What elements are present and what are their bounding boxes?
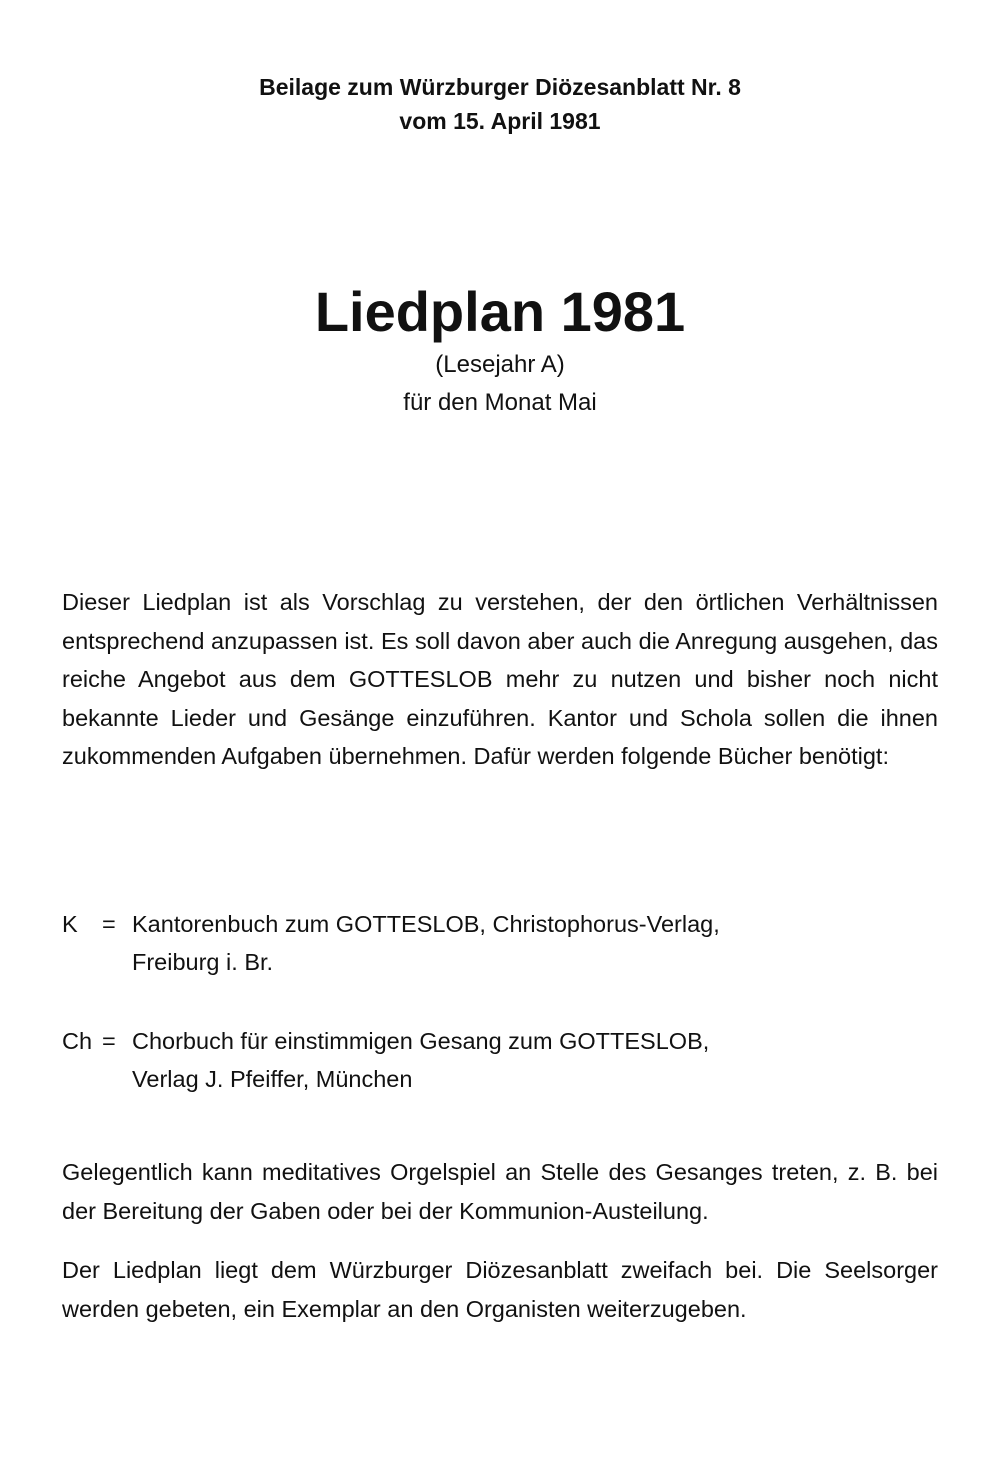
supplement-header bbox=[0, 70, 1000, 138]
equals-sign: = bbox=[102, 911, 116, 937]
distribution-note-paragraph: Der Liedplan liegt dem Würzburger Diözesanblatt zweifach bei. Die Seelsorger werden gebeten, ein Exemplar an den Organisten weiterzugeben. bbox=[62, 1257, 938, 1322]
abbreviation-key: Ch bbox=[62, 1028, 93, 1054]
abbreviation-definition: Chorbuch für einstimmigen Gesang zum GOTTESLOB, bbox=[132, 1028, 710, 1054]
title-block bbox=[0, 280, 1000, 420]
header-line-2: vom 15. April 1981 bbox=[399, 108, 601, 134]
abbreviation-key: K bbox=[62, 911, 78, 937]
month-subtitle: für den Monat Mai bbox=[403, 389, 597, 416]
abbreviation-chorbuch bbox=[62, 1022, 938, 1098]
header-line-1: Beilage zum Würzburger Diözesanblatt Nr. 8 bbox=[259, 74, 741, 100]
abbreviation-kantorenbuch bbox=[62, 905, 938, 981]
organ-note-paragraph: Gelegentlich kann meditatives Orgelspiel an Stelle des Gesanges treten, z. B. bei der Bereitung der Gaben oder bei der Kommunion-Austeilung. bbox=[62, 1159, 938, 1224]
intro-paragraph: Dieser Liedplan ist als Vorschlag zu verstehen, der den örtlichen Verhältnissen entsprechend anzupassen ist. Es soll davon aber auch die Anregung ausgehen, das reiche Angebot aus dem GOTTESLOB mehr zu nutzen und bisher noch nicht bekannte Lieder und Gesänge einzuführen. Kantor und Schola sollen die ihnen zukommenden Aufgaben übernehmen. Dafür werden folgende Bücher benötigt: bbox=[62, 589, 938, 769]
equals-sign: = bbox=[102, 1028, 116, 1054]
page-title: Liedplan 1981 bbox=[314, 280, 686, 343]
reading-year: (Lesejahr A) bbox=[435, 351, 565, 378]
abbreviation-definition: Kantorenbuch zum GOTTESLOB, Christophorus-Verlag, bbox=[132, 911, 720, 937]
abbreviation-definition-continued: Freiburg i. Br. bbox=[132, 949, 274, 975]
abbreviation-definition-continued: Verlag J. Pfeiffer, München bbox=[132, 1066, 413, 1092]
